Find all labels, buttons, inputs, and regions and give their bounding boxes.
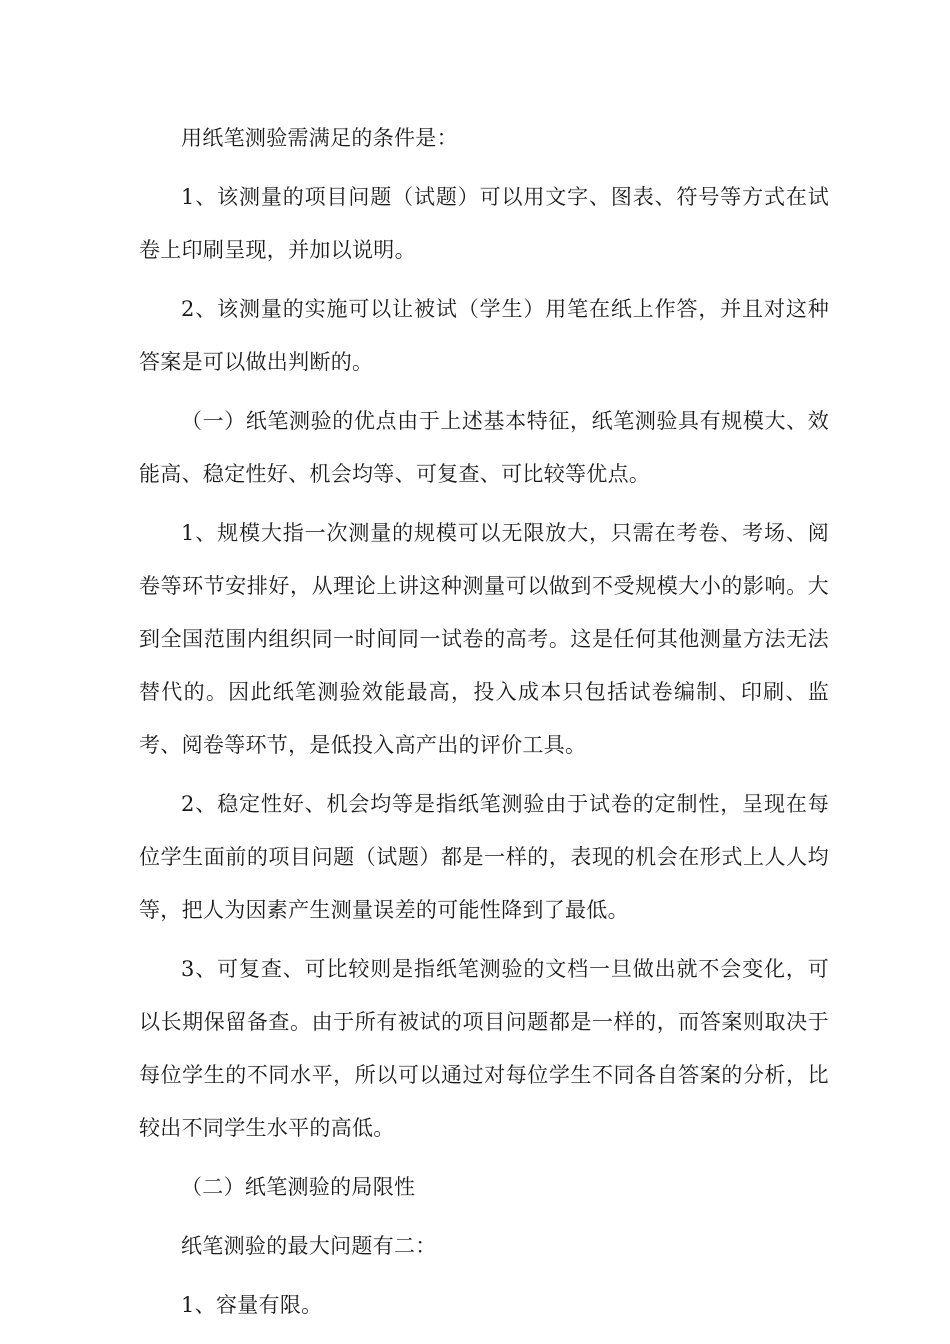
paragraph-limitations-heading: （二）纸笔测验的局限性 xyxy=(181,1175,416,1199)
paragraph-condition-1: 1、该测量的项目问题（试题）可以用文字、图表、符号等方式在试卷上印刷呈现，并加以说明。 xyxy=(139,185,829,262)
paragraph-conditions-intro: 用纸笔测验需满足的条件是： xyxy=(181,126,458,150)
paragraph-limitations-intro: 纸笔测验的最大问题有二： xyxy=(181,1234,437,1258)
document-body xyxy=(139,112,829,1338)
paragraph-advantage-1: 1、规模大指一次测量的规模可以无限放大，只需在考卷、考场、阅卷等环节安排好，从理论上讲这种测量可以做到不受规模大小的影响。大到全国范围内组织同一时间同一试卷的高考。这是任何其他测量方法无法替代的。因此纸笔测验效能最高，投入成本只包括试卷编制、印刷、监考、阅卷等环节，是低投入高产出的评价工具。 xyxy=(139,521,829,757)
paragraph-advantages-heading: （一）纸笔测验的优点由于上述基本特征，纸笔测验具有规模大、效能高、稳定性好、机会均等、可复查、可比较等优点。 xyxy=(139,409,829,486)
paragraph-condition-2: 2、该测量的实施可以让被试（学生）用笔在纸上作答，并且对这种答案是可以做出判断的。 xyxy=(139,297,829,374)
paragraph-limitation-1: 1、容量有限。 xyxy=(181,1293,323,1317)
paragraph-advantage-3: 3、可复查、可比较则是指纸笔测验的文档一旦做出就不会变化，可以长期保留备查。由于所有被试的项目问题都是一样的，而答案则取决于每位学生的不同水平，所以可以通过对每位学生不同各自答案的分析，比较出不同学生水平的高低。 xyxy=(139,957,829,1140)
paragraph-advantage-2: 2、稳定性好、机会均等是指纸笔测验由于试卷的定制性，呈现在每位学生面前的项目问题（试题）都是一样的，表现的机会在形式上人人均等，把人为因素产生测量误差的可能性降到了最低。 xyxy=(139,792,829,922)
